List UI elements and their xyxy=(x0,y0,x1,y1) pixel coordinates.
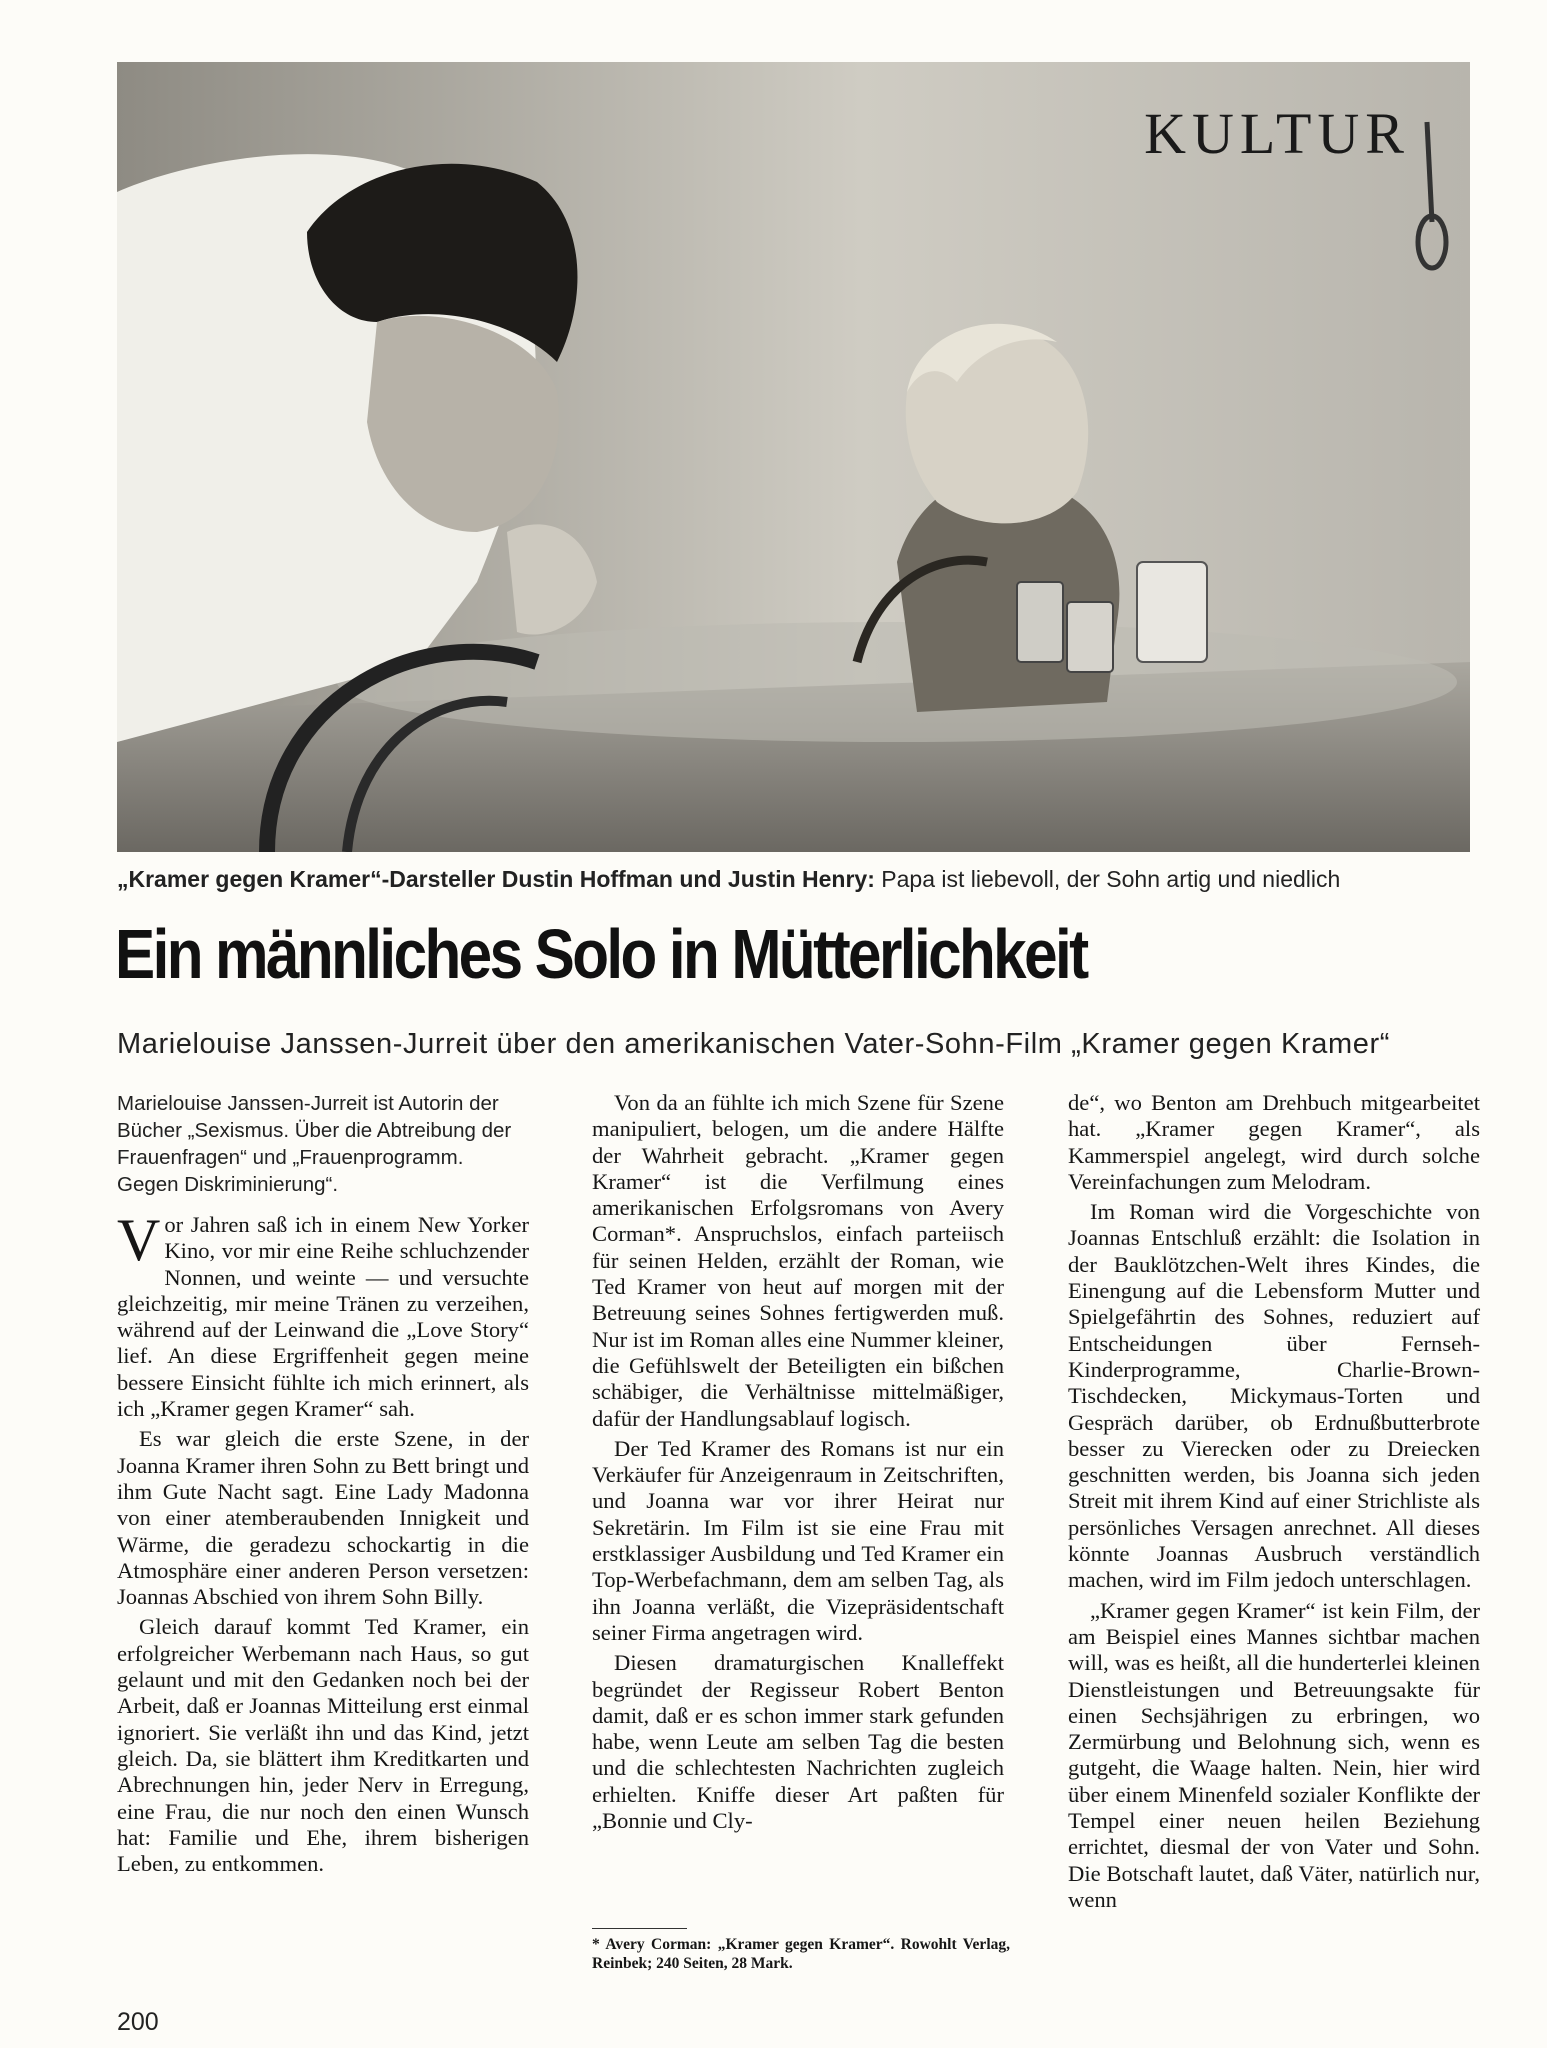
paragraph: Im Roman wird die Vorgeschichte von Joannas Entschluß erzählt: die Isolation in der Bauklötzchen-Welt ihres Kindes, die Einengung auf die Lebensform Mutter und Spielgefährtin des Sohnes, reduziert auf Entscheidungen über Fernseh-Kinderprogramme, Charlie-Brown-Tischdecken, Mickymaus-Torten und Gespräch darüber, ob Erdnußbutterbrote besser zu Vierecken oder zu Dreiecken geschnitten werden, bis Joanna sich jeden Streit mit ihrem Kind auf einer Strichliste als persönliches Versagen anrechnet. All dieses könnte Joannas Ausbruch verständlich machen, wird im Film jedoch unterschlagen. xyxy=(1068,1199,1480,1593)
column-2 xyxy=(592,1090,1004,1834)
drop-cap: V xyxy=(117,1207,161,1273)
column-1 xyxy=(117,1090,529,1877)
paragraph: Diesen dramaturgischen Knalleffekt begründet der Regisseur Robert Benton damit, daß er es schon immer stark gefunden habe, wenn Leute am selben Tag die besten und die schlechtesten Nachrichten zugleich erhielten. Kniffe dieser Art paßten für „Bonnie und Cly- xyxy=(592,1650,1004,1834)
paragraph-text: or Jahren saß ich in einem New Yorker Kino, vor mir eine Reihe schluchzender Nonnen, und weinte — und versuchte gleichzeitig, mir meine Tränen zu verzeihen, während auf der Leinwand die „Love Story“ lief. An diese Ergriffenheit gegen meine bessere Einsicht fühlte ich mich erinnert, als ich „Kramer gegen Kramer“ sah. xyxy=(117,1212,529,1422)
caption-bold: „Kramer gegen Kramer“-Darsteller Dustin Hoffman und Justin Henry: xyxy=(117,866,875,892)
column-3 xyxy=(1068,1090,1480,1913)
footnote-divider xyxy=(592,1928,687,1929)
paragraph: „Kramer gegen Kramer“ ist kein Film, der am Beispiel eines Mannes sichtbar machen will, was es heißt, all die hunderterlei kleinen Dienstleistungen und Betreuungsakte für einen Sechsjährigen zu erbringen, wo Zermürbung und Belohnung sich, wenn es gutgeht, die Waage halten. Nein, hier wird über einem Minenfeld sozialer Konflikte der Tempel einer neuen heilen Beziehung errichtet, diesmal der von Vater und Sohn. Die Botschaft lautet, daß Väter, natürlich nur, wenn xyxy=(1068,1597,1480,1912)
article-headline: Ein männliches Solo in Mütterlichkeit xyxy=(115,915,1087,993)
section-label: KULTUR xyxy=(1144,101,1410,166)
article-subhead: Marielouise Janssen-Jurreit über den amerikanischen Vater-Sohn-Film „Kramer gegen Kramer“ xyxy=(117,1028,1390,1060)
paragraph: Es war gleich die erste Szene, in der Joanna Kramer ihren Sohn zu Bett bringt und ihm Gute Nacht sagt. Eine Lady Madonna von einer atemberaubenden Innigkeit und Wärme, die geradezu schockartig in die Atmosphäre einer anderen Person versetzen: Joannas Abschied von ihrem Sohn Billy. xyxy=(117,1426,529,1610)
paragraph: Gleich darauf kommt Ted Kramer, ein erfolgreicher Werbemann nach Haus, so gut gelaunt und mit den Gedanken noch bei der Arbeit, daß er Joannas Mitteilung erst einmal ignoriert. Sie verläßt ihn und das Kind, jetzt gleich. Da, sie blättert ihm Kreditkarten und Abrechnungen hin, jeder Nerv in Erregung, eine Frau, die nur noch den einen Wunsch hat: Familie und Ehe, ihrem bisherigen Leben, zu entkommen. xyxy=(117,1614,529,1877)
author-bio: Marielouise Janssen-Jurreit ist Autorin der Bücher „Sexismus. Über die Abtreibung der Frauenfragen“ und „Frauenprogramm. Gegen Diskriminierung“. xyxy=(117,1092,512,1196)
film-still-photo xyxy=(117,62,1470,852)
paragraph: Der Ted Kramer des Romans ist nur ein Verkäufer für Anzeigenraum in Zeitschriften, und Joanna war vor ihrer Heirat nur Sekretärin. Im Film ist sie eine Frau mit erstklassiger Ausbildung und Ted Kramer ein Top-Werbefachmann, dem am selben Tag, als ihn Joanna verläßt, die Vizepräsidentschaft seiner Firma angetragen wird. xyxy=(592,1435,1004,1645)
caption-text: Papa ist liebevoll, der Sohn artig und niedlich xyxy=(874,866,1341,892)
paragraph: Von da an fühlte ich mich Szene für Szene manipuliert, belogen, um die andere Hälfte der Wahrheit gebracht. „Kramer gegen Kramer“ ist die Verfilmung eines amerikanischen Erfolgsromans von Avery Corman*. Anspruchslos, einfach parteiisch für seinen Helden, erzählt der Roman, wie Ted Kramer von heut auf morgen mit der Betreuung seines Sohnes fertigwerden muß. Nur ist im Roman alles eine Nummer kleiner, die Gefühlswelt der Beteiligten ein bißchen schäbiger, die Verhältnisse mittelmäßiger, dafür der Handlungsablauf logisch. xyxy=(592,1090,1004,1431)
paragraph: de“, wo Benton am Drehbuch mitgearbeitet hat. „Kramer gegen Kramer“, als Kammerspiel angelegt, wird durch solche Vereinfachungen zum Melodram. xyxy=(1068,1090,1480,1194)
page-number: 200 xyxy=(117,2008,159,2036)
photo-icon xyxy=(117,62,1470,852)
paragraph xyxy=(117,1207,529,1422)
photo-caption xyxy=(117,866,1477,893)
footnote: * Avery Corman: „Kramer gegen Kramer“. Rowohlt Verlag, Reinbek; 240 Seiten, 28 Mark. xyxy=(592,1936,1010,1972)
